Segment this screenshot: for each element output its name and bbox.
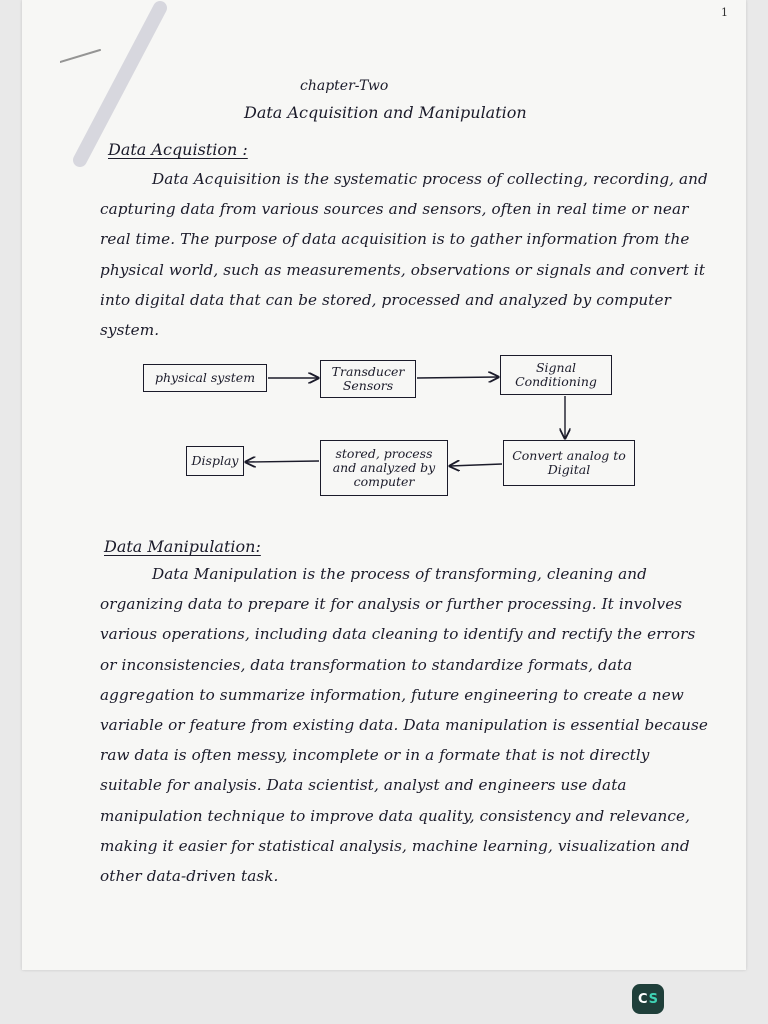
logo-letter-c: C xyxy=(638,991,648,1007)
camscanner-logo xyxy=(632,984,664,1014)
node-physical-system: physical system xyxy=(143,364,267,392)
page-title: Data Acquisition and Manipulation xyxy=(244,103,527,122)
acquisition-paragraph: Data Acquisition is the systematic process of collecting, recording, and capturing data from various sources and sensors, often in real time or near real time. The purpose of data acquisition is to gather information from the physical world, such as measurements, observations or signals and convert it into digital data that can be stored, processed and analyzed by computer system. xyxy=(100,170,708,340)
logo-letter-s: S xyxy=(648,991,658,1007)
page-mark: 1 xyxy=(721,6,728,19)
node-analog-to-digital: Convert analog to Digital xyxy=(503,440,635,486)
acquisition-heading: Data Acquistion : xyxy=(108,140,248,159)
manipulation-heading: Data Manipulation: xyxy=(104,537,261,556)
manipulation-paragraph: Data Manipulation is the process of transforming, cleaning and organizing data to prepare it for analysis or further processing. It involves various operations, including data cleaning to identify and rectify the errors or inconsistencies, data transformation to standardize formats, data aggregation to summarize information, future engineering to create a new variable or feature from existing data. Data manipulation is essential because raw data is often messy, incomplete or in a formate that is not directly suitable for analysis. Data scientist, analyst and engineers use data manipulation technique to improve data quality, consistency and relevance, making it easier for statistical analysis, machine learning, visualization and other data-driven task. xyxy=(100,565,708,886)
node-signal-conditioning: Signal Conditioning xyxy=(500,355,612,395)
chapter-label: chapter-Two xyxy=(300,78,389,94)
node-display: Display xyxy=(186,446,244,476)
node-computer: stored, process and analyzed by computer xyxy=(320,440,448,496)
node-transducer-sensors: Transducer Sensors xyxy=(320,360,416,398)
